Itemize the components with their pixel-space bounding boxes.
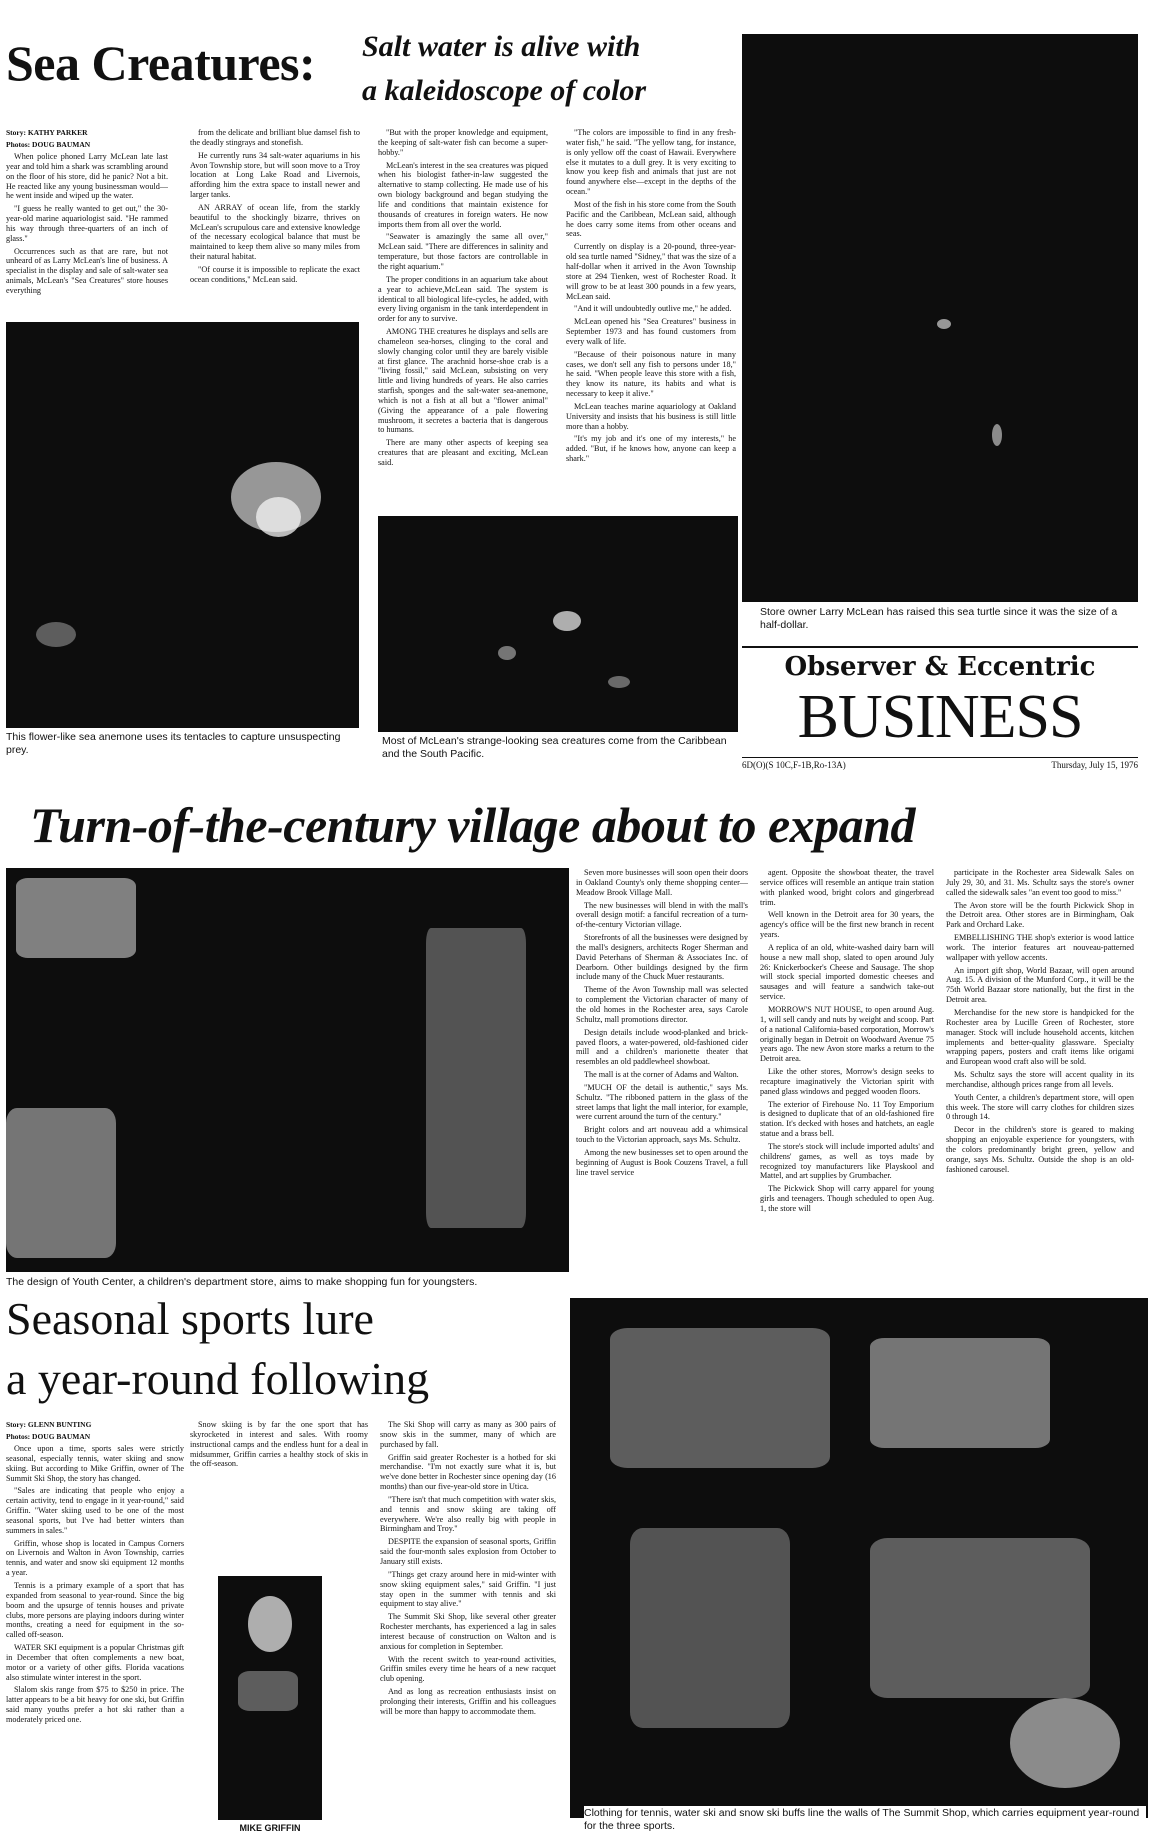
paragraph: Like the other stores, Morrow's design seeks to recapture imaginatively the Victorian spirit with paned glass windows and pegged wooden floors. [760, 1067, 934, 1096]
paragraph: Once upon a time, sports sales were strictly seasonal, especially tennis, water skiing and snow skiing. But according to Mike Griffin, owner of The Summit Ski Shop, the story has changed. [6, 1444, 184, 1483]
sports-byline-photos: Photos: DOUG BAUMAN [6, 1432, 91, 1441]
sea-deck-line-2: a kaleidoscope of color [362, 74, 647, 107]
sea-deck-line-1: Salt water is alive with [362, 30, 641, 63]
paragraph: A replica of an old, white-washed dairy barn will house a new mall shop, slated to open around July 26: Knickerbocker's Cheese and Sausage. The shop will stock special imported domestic cheeses and sausages and will feature a sandwich take-out service. [760, 942, 934, 1002]
paragraph: Griffin said greater Rochester is a hotbed for ski merchandise. "I'm not exactly sure what it is, but we've done better in Rochester since opening day (16 months) than our five-year-old store in Utica. [380, 1452, 556, 1492]
paragraph: Currently on display is a 20-pound, three-year-old sea turtle named "Sidney," that was the size of a half-dollar when it arrived in the Avon Township store at 294 Tienken, west of Rochester Road. It will grow to be at least 300 pounds in a few years, McLean said. [566, 242, 736, 301]
paragraph: The Pickwick Shop will carry apparel for young girls and teenagers. Though scheduled to open Aug. 1, the store will [760, 1184, 934, 1213]
sea-column-1 [6, 128, 168, 316]
paragraph: "The colors are impossible to find in any fresh-water fish," he said. "The yellow tang, for instance, is only yellow off the coast of Hawaii. Everywhere else it mutates to a dull grey. It is very exciting to know you keep fish and animals that just are not found anywhere else—except in the depths of the ocean." [566, 128, 736, 197]
paragraph: There are many other aspects of keeping sea creatures that are pleasant and exciting, McLean said. [378, 438, 548, 467]
paragraph: Tennis is a primary example of a sport that has expanded from seasonal to year-round. Since the big boom and the upsurge of tennis houses and private clubs, more persons are playing indoors during winter months, creating a need for equipment in the so-called off-season. [6, 1580, 184, 1640]
masthead-edition: 6D(O)(S 10C,F-1B,Ro-13A) [742, 760, 846, 770]
paragraph: "MUCH OF the detail is authentic," says Ms. Schultz. "The ribboned pattern in the glass of the street lamps that light the mall interior, for example, were current around the turn of the century." [576, 1082, 748, 1122]
paragraph: Storefronts of all the businesses were designed by the mall's designers, architects Roger Sherman and David Peterhans of Sherman & Associates Inc. of Dearborn. Other buildings designed by the firm include many of the Chuck Muer restaurants. [576, 933, 748, 982]
sea-kicker: Sea Creatures: [6, 35, 316, 91]
paragraph: participate in the Rochester area Sidewalk Sales on July 29, 30, and 31. Ms. Schultz says the store's owner called the sidewalk sales "an event too good to miss." [946, 868, 1134, 897]
paragraph: Slalom skis range from $75 to $250 in price. The latter appears to be a bit heavy for one ski, but Griffin said many youths prefer a hot ski rather than a moderately priced one. [6, 1685, 184, 1724]
masthead-rule-bottom [742, 757, 1138, 758]
paragraph: Most of the fish in his store come from the South Pacific and the Caribbean, McLean said, although he does carry some items from other oceans and seas. [566, 199, 736, 239]
summit-shop-photo [570, 1298, 1148, 1818]
mike-griffin-caption: MIKE GRIFFIN [239, 1823, 301, 1833]
paragraph: "There isn't that much competition with water skis, and tennis and snow skiing are taking off everywhere. We're also really big with people in Birmingham and Troy." [380, 1494, 556, 1534]
paragraph: Seven more businesses will soon open their doors in Oakland County's only theme shopping center—Meadow Brook Village Mall. [576, 868, 748, 897]
sea-byline-photos: Photos: DOUG BAUMAN [6, 140, 91, 149]
paragraph: "Of course it is impossible to replicate the exact ocean conditions," McLean said. [190, 264, 360, 284]
paragraph: The Ski Shop will carry as many as 300 pairs of snow skis in the summer, many of which are purchased by fall. [380, 1420, 556, 1449]
paragraph: McLean's interest in the sea creatures was piqued when his biologist father-in-law suggested the alternative to stamp collecting. He made use of his own biology background and began studying the life and conditions that maintain existence for thousands of creatures in foreign waters. He now imports them from all over the world. [378, 160, 548, 229]
sports-column-3 [380, 1420, 556, 1832]
paragraph: Design details include wood-planked and brick-paved floors, a water-powered, old-fashioned cider mill and a children's marionette theater that resembles an old paddlewheel showboat. [576, 1027, 748, 1067]
paragraph: With the recent switch to year-round activities, Griffin smiles every time he hears of a new racquet club opening. [380, 1654, 556, 1684]
sea-turtle-caption: Store owner Larry McLean has raised this sea turtle since it was the size of a half-dollar. [760, 606, 1118, 632]
paragraph: The exterior of Firehouse No. 11 Toy Emporium is designed to duplicate that of an old-fashioned fire station. It's decked with hoses and hatchets, an eagle statue and a brass bell. [760, 1099, 934, 1139]
masthead-section: BUSINESS [797, 683, 1083, 751]
sea-column-3 [378, 128, 548, 513]
paragraph: "Sales are indicating that people who enjoy a certain activity, tend to engage in it year-round," said Griffin. "Water skiing used to be one of the most seasonal sports, but I've had better winters than summers in sales." [6, 1486, 184, 1535]
sports-headline-line-2: a year-round following [6, 1353, 430, 1404]
sea-column-2 [190, 128, 360, 316]
paragraph: from the delicate and brilliant blue damsel fish to the deadly stingrays and stonefish. [190, 128, 360, 147]
paragraph: McLean opened his "Sea Creatures" business in September 1973 and has found customers from every walk of life. [566, 317, 736, 346]
paragraph: The Avon store will be the fourth Pickwick Shop in the Detroit area. Other stores are in Birmingham, Oak Park and Orchard Lake. [946, 900, 1134, 930]
sea-anemone-caption: This flower-like sea anemone uses its tentacles to capture unsuspecting prey. [6, 731, 341, 757]
paragraph: Snow skiing is by far the one sport that has skyrocketed in interest and sales. With roomy instructional camps and the endless hunt for a deal in midsummer, Griffin carries a healthy stock of skis in the off-season. [190, 1420, 368, 1469]
paragraph: He currently runs 34 salt-water aquariums in his Avon Township store, but will soon move to a Troy location at Long Lake Road and Livernois, affording him the extra space to install newer and larger tanks. [190, 150, 360, 200]
paragraph: "Because of their poisonous nature in many cases, we don't sell any fish to persons under 18," he said. "When people leave this store with a fish, they know its nature, its habits and what is necessary to keep it alive." [566, 349, 736, 399]
sports-column-2 [190, 1420, 368, 1480]
paragraph: The new businesses will blend in with the mall's overall design motif: a fanciful recreation of a turn-of-the-century Victorian village. [576, 900, 748, 930]
paragraph: EMBELLISHING THE shop's exterior is wood lattice work. The interior features art nouveau-patterned wallpaper with yellow accents. [946, 933, 1134, 962]
sea-column-4 [566, 128, 736, 513]
paragraph: The mall is at the corner of Adams and Walton. [584, 1070, 739, 1080]
paragraph: The store's stock will include imported adults' and childrens' games, as well as toys made by recognized toy manufacturers like Playskool and Mattel, and art supplies by Grumbacher. [760, 1141, 934, 1181]
paragraph: An import gift shop, World Bazaar, will open around Aug. 15. A division of the Munford Corp., it will be the 75th World Bazaar store nationally, but the first in the Detroit area. [946, 965, 1134, 1005]
masthead-rule-top [742, 646, 1138, 648]
sea-turtle-photo [742, 34, 1138, 602]
sports-column-1 [6, 1420, 184, 1832]
sea-anemone-photo [6, 322, 359, 728]
paragraph: MORROW'S NUT HOUSE, to open around Aug. 1, will sell candy and nuts by weight and scoop. Part of a national California-based corporation, Morrow's originally began in Detroit on Woodward Avenue 75 years ago. The new Avon store marks a return to the Detroit area. [760, 1004, 934, 1064]
village-column-3 [946, 868, 1134, 1288]
youth-center-photo [6, 868, 569, 1272]
paragraph: Bright colors and art nouveau add a whimsical touch to the Victorian approach, says Ms. Schultz. [576, 1125, 748, 1145]
sea-creatures-photo [378, 516, 738, 732]
paragraph: AMONG THE creatures he displays and sells are chameleon sea-horses, clinging to the coral and slowly changing color until they are barely visible at first glance. The arachnid horse-shoe crab is a "living fossil," said McLean, subsisting on very little and living hundreds of years. He also carries starfish, sponges and the salt-water sea-anemone, which is not a fish at all but a "flower animal" (Giving the appearance of a pale flowering mushroom, it secretes a bacteria that is dangerous to humans. [378, 327, 548, 435]
paragraph: "It's my job and it's one of my interests," he added. "But, if he knows how, anyone can keep a shark." [566, 434, 736, 464]
village-column-2 [760, 868, 934, 1288]
mike-griffin-portrait [218, 1576, 322, 1820]
paragraph: WATER SKI equipment is a popular Christmas gift in December that often complements a new boat, motor or a variety of other gifts. Florida vacations also stimulate winter interest in the sport. [6, 1643, 184, 1682]
paragraph: AN ARRAY of ocean life, from the starkly beautiful to the shockingly bizarre, thrives on McLean's scrupulous care and extensive knowledge of the necessary ecological balance that must be maintained to keep them alive so many miles from their natural habitat. [190, 202, 360, 262]
paragraph: "I guess he really wanted to get out," the 30-year-old marine aquariologist said. "He rammed his way through three-quarters of an inch of glass." [6, 204, 168, 243]
paragraph: When police phoned Larry McLean late last year and told him a shark was scrambling around on the floor of his store, did he panic? Not a bit. He reacted like any young businessman would—he went inside and wiped up the water. [6, 152, 168, 201]
summit-shop-caption: Clothing for tennis, water ski and snow ski buffs line the walls of The Summit Shop, which carries equipment year-round for the three sports. [584, 1806, 1146, 1834]
paragraph: "And it will undoubtedly outlive me," he added. [574, 304, 732, 314]
village-column-1 [576, 868, 748, 1288]
paragraph: Among the new businesses set to open around the beginning of August is Book Couzens Travel, a full line travel service [576, 1147, 748, 1177]
paragraph: "But with the proper knowledge and equipment, the keeping of salt-water fish can become a super-hobby." [378, 128, 548, 157]
paragraph: Griffin, whose shop is located in Campus Corners on Livernois and Walton in Avon Township, carries tennis, and water and snow ski equipment 12 months a year. [6, 1538, 184, 1578]
paragraph: "Seawater is amazingly the same all over," McLean said. "There are differences in salinity and temperature, but those factors are controllable in the right aquarium." [378, 232, 548, 271]
paragraph: "Things get crazy around here in mid-winter with snow skiing equipment sales," said Griffin. "I just stay open in the summer with tennis and ski equipment to stay alive." [380, 1569, 556, 1609]
paragraph: Ms. Schultz says the store will accent quality in its merchandise, although prices range from all levels. [946, 1070, 1134, 1089]
paragraph: Merchandise for the new store is handpicked for the Rochester area by Lucille Green of Rochester, store manager. Stock will include household accents, kitchen implements and better-quality glassware. Specialty wrapping papers, posters and craft items like origami and European wood craft also will be sold. [946, 1007, 1134, 1067]
masthead-paper-name: Observer & Eccentric [784, 652, 1096, 682]
masthead-date: Thursday, July 15, 1976 [1051, 760, 1138, 770]
sports-headline-line-1: Seasonal sports lure [6, 1293, 374, 1344]
paragraph: agent. Opposite the showboat theater, the travel service offices will resemble an antique train station with planked wood, bright colors and gingerbread trim. [760, 868, 934, 907]
sports-byline-story: Story: GLENN BUNTING [6, 1420, 92, 1429]
sea-creatures-caption: Most of McLean's strange-looking sea creatures come from the Caribbean and the South Pacific. [382, 735, 727, 761]
paragraph: DESPITE the expansion of seasonal sports, Griffin said the four-month sales explosion from October to January still exists. [380, 1537, 556, 1566]
paragraph: Occurrences such as that are rare, but not unheard of as Larry McLean's line of business. A specialist in the display and sale of salt-water sea animals, McLean's "Sea Creatures" store houses everything [6, 246, 168, 295]
youth-center-caption: The design of Youth Center, a children's department store, aims to make shopping fun for youngsters. [6, 1276, 478, 1288]
paragraph: Well known in the Detroit area for 30 years, the agency's office will be the first new branch in recent years. [760, 910, 934, 940]
paragraph: The Summit Ski Shop, like several other greater Rochester merchants, has experienced a lag in sales interest because of construction on Walton and is anxious for completion in September. [380, 1612, 556, 1651]
paragraph: The proper conditions in an aquarium take about a year to achieve,McLean said. The system is identical to all biological life-cycles, he added, with every living organism in the tank interdependent in order for any to survive. [378, 274, 548, 324]
sea-byline-story: Story: KATHY PARKER [6, 128, 88, 137]
paragraph: McLean teaches marine aquariology at Oakland University and insists that his business is still little more than a hobby. [566, 401, 736, 431]
village-headline: Turn-of-the-century village about to expand [30, 797, 915, 853]
paragraph: Decor in the children's store is geared to making shopping an enjoyable experience for youngsters, with the colors predominantly bright green, yellow and orange, says Ms. Schultz. Outside the shop is an old-fashioned carousel. [946, 1125, 1134, 1174]
paragraph: Youth Center, a children's department store, will open this week. The store will carry clothes for children sizes 0 through 14. [946, 1092, 1134, 1122]
paragraph: Theme of the Avon Township mall was selected to complement the Victorian character of many of the old homes in the Rochester area, says Carole Schultz, mall promotions director. [576, 985, 748, 1024]
paragraph: And as long as recreation enthusiasts insist on prolonging their interests, Griffin and his colleagues will be more than happy to accommodate them. [380, 1687, 556, 1716]
